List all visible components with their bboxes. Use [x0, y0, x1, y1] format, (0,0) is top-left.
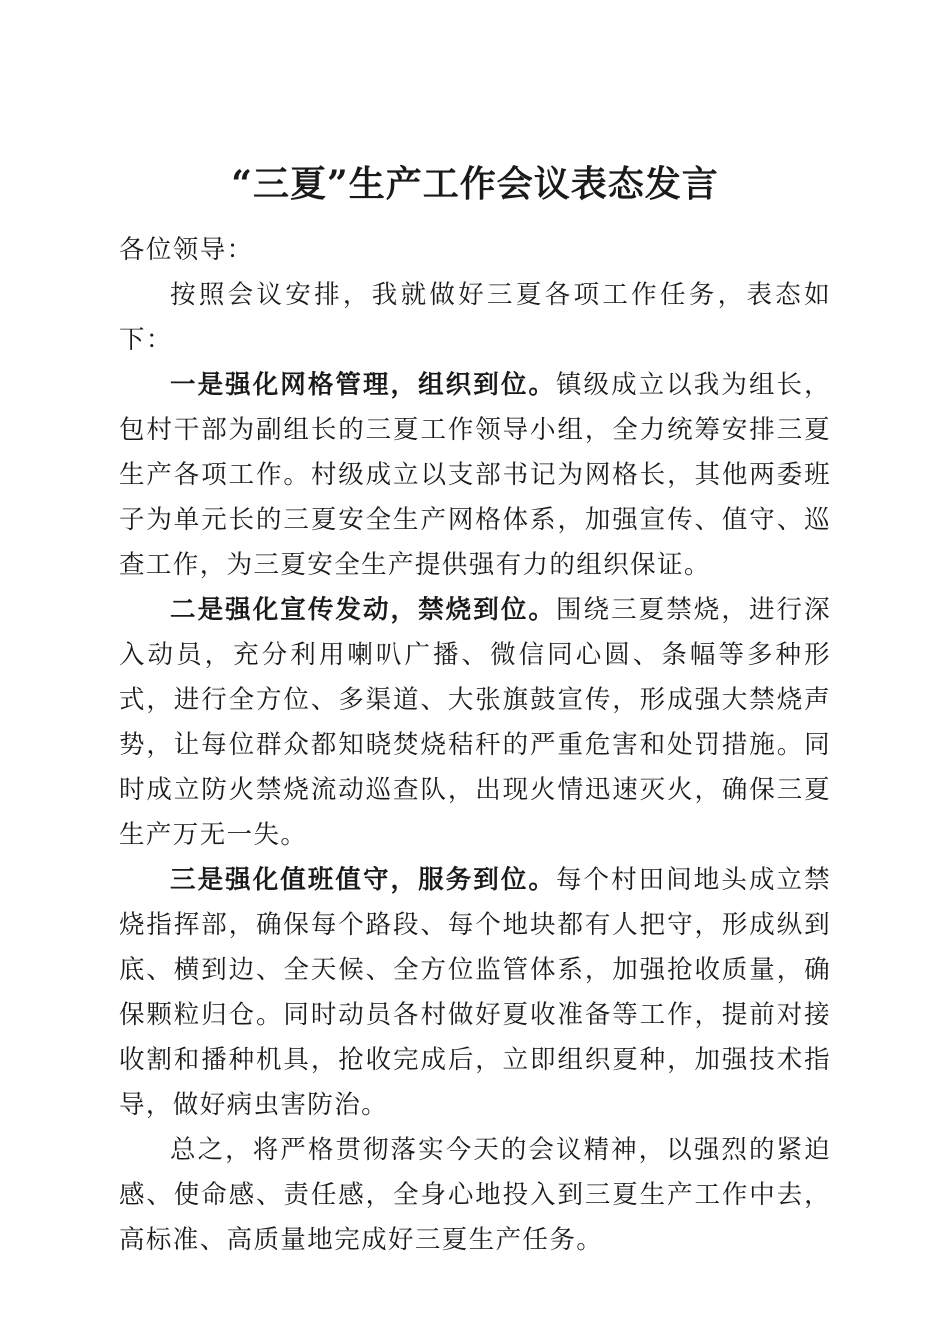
section-paragraph-1 [119, 363, 831, 588]
section-heading-2: 二是强化宣传发动，禁烧到位。 [170, 595, 556, 625]
section-text-1: 镇级成立以我为组长，包村干部为副组长的三夏工作领导小组，全力统筹安排三夏生产各项工作。村级成立以支部书记为网格长，其他两委班子为单元长的三夏安全生产网格体系，加强宣传、值守、巡查工作，为三夏安全生产提供强有力的组织保证。 [119, 370, 831, 580]
document-title: “三夏”生产工作会议表态发言 [231, 163, 719, 206]
section-heading-3: 三是强化值班值守，服务到位。 [170, 865, 556, 895]
section-paragraph-2 [119, 588, 831, 858]
section-heading-1: 一是强化网格管理，组织到位。 [170, 370, 556, 400]
section-paragraph-3 [119, 858, 831, 1128]
salutation: 各位领导： [119, 235, 254, 265]
intro-paragraph: 按照会议安排，我就做好三夏各项工作任务，表态如下： [119, 280, 831, 355]
section-text-2: 围绕三夏禁烧，进行深入动员，充分利用喇叭广播、微信同心圆、条幅等多种形式，进行全方位、多渠道、大张旗鼓宣传，形成强大禁烧声势，让每位群众都知晓焚烧秸秆的严重危害和处罚措施。同时成立防火禁烧流动巡查队，出现火情迅速灭火，确保三夏生产万无一失。 [119, 595, 831, 850]
document-body [119, 228, 831, 1263]
section-text-3: 每个村田间地头成立禁烧指挥部，确保每个路段、每个地块都有人把守，形成纵到底、横到边、全天候、全方位监管体系，加强抢收质量，确保颗粒归仓。同时动员各村做好夏收准备等工作，提前对接收割和播种机具，抢收完成后，立即组织夏种，加强技术指导，做好病虫害防治。 [119, 865, 831, 1120]
conclusion-paragraph: 总之，将严格贯彻落实今天的会议精神，以强烈的紧迫感、使命感、责任感，全身心地投入到三夏生产工作中去，高标准、高质量地完成好三夏生产任务。 [119, 1135, 831, 1255]
